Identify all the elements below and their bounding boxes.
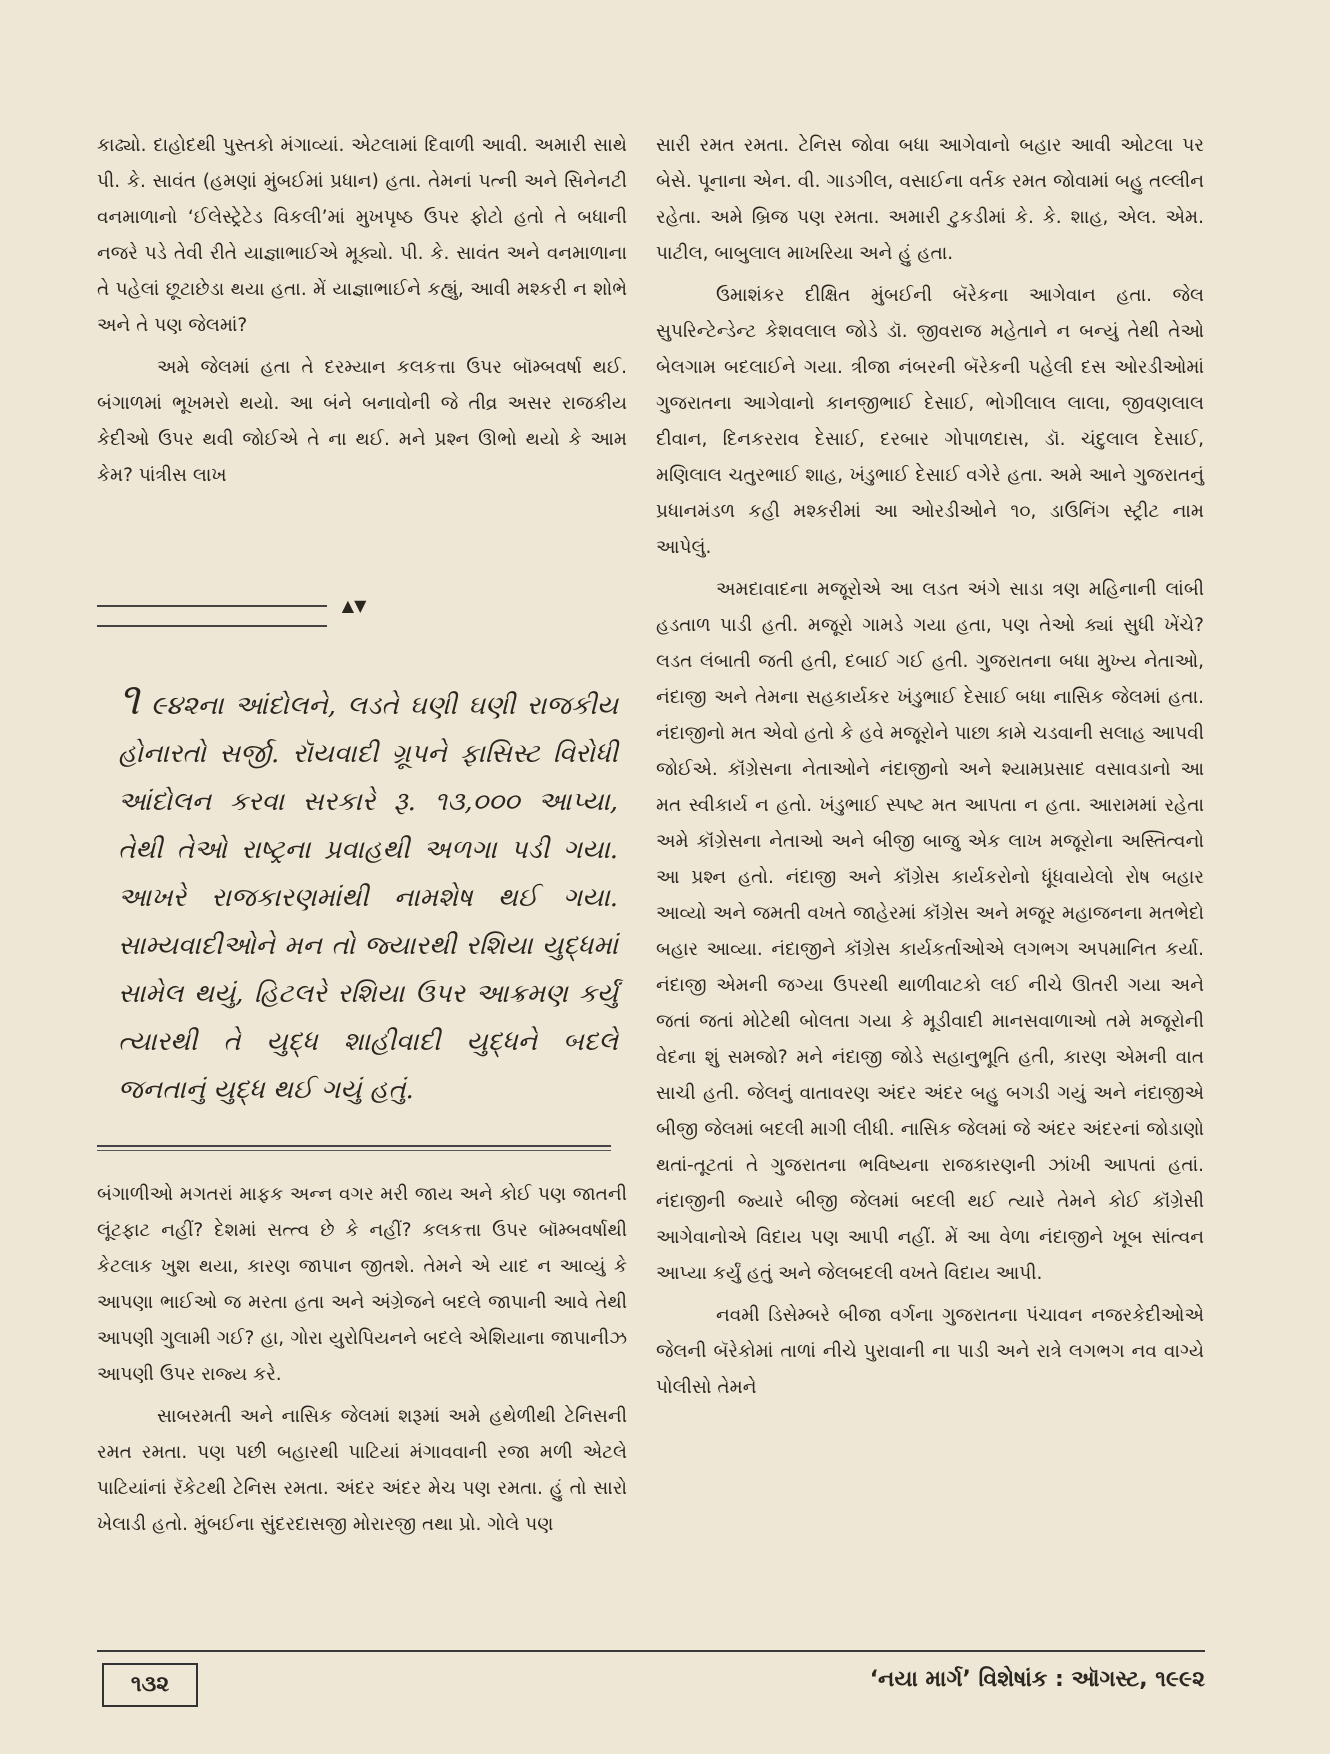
paragraph: કાઢ્યો. દાહોદથી પુસ્તકો મંગાવ્યાં. એટલામાં દિવાળી આવી. અમારી સાથે પી. કે. સાવંત (હમણાં મુંબઈમાં પ્રધાન) હતા. તેમનાં પત્ની અને સિનેનટી વનમાળાનો ‘ઈલેસ્ટ્રેટેડ વિકલી’માં મુખપૃષ્ઠ ઉપર ફોટો હતો તે બધાની નજરે પડે તેવી રીતે યાજ્ઞાભાઈએ મૂક્યો. પી. કે. સાવંત અને વનમાળાના તે પહેલાં છૂટાછેડા થયા હતા. મેં યાજ્ઞાભાઈને કહ્યું, આવી મશ્કરી ન શોભે અને તે પણ જેલમાં? bbox=[97, 135, 627, 336]
divider-bottom bbox=[97, 1142, 611, 1154]
divider-marks: ▲▼ bbox=[341, 596, 367, 615]
publication-title: ‘નયા માર્ગ’ વિશેષાંક : ઑગસ્ટ, ૧૯૯૨ bbox=[869, 1667, 1205, 1692]
left-column-top bbox=[97, 128, 627, 494]
page-number: ૧૩૨ bbox=[102, 1663, 198, 1707]
divider-rule bbox=[97, 1145, 611, 1147]
right-column bbox=[656, 128, 1204, 1406]
paragraph: અમદાવાદના મજૂરોએ આ લડત અંગે સાડા ત્રણ મહિનાની લાંબી હડતાળ પાડી હતી. મજૂરો ગામડે ગયા હતા, પણ તેઓ ક્યાં સુધી ખેંચે? લડત લંબાતી જતી હતી, દબાઈ ગઈ હતી. ગુજરાતના બધા મુખ્ય નેતાઓ, નંદાજી અને તેમના સહકાર્યકર ખંડુભાઈ દેસાઈ બધા નાસિક જેલમાં હતા. નંદાજીનો મત એવો હતો કે હવે મજૂરોને પાછા કામે ચડવાની સલાહ આપવી જોઈએ. કૉંગ્રેસના નેતાઓને નંદાજીનો અને શ્યામપ્રસાદ વસાવડાનો આ મત સ્વીકાર્ય ન હતો. ખંડુભાઈ સ્પષ્ટ મત આપતા ન હતા. આરામમાં રહેતા અમે કૉંગ્રેસના નેતાઓ અને બીજી બાજુ એક લાખ મજૂરોના અસ્તિત્વનો આ પ્રશ્ન હતો. નંદાજી અને કૉંગ્રેસ કાર્યકરોનો ધૂંધવાયેલો રોષ બહાર આવ્યો અને જમતી વખતે જાહેરમાં કૉંગ્રેસ અને મજૂર મહાજનના મતભેદો બહાર આવ્યા. નંદાજીને કૉંગ્રેસ કાર્યકર્તાઓએ લગભગ અપમાનિત કર્યા. નંદાજી એમની જગ્યા ઉપરથી થાળીવાટકો લઈ નીચે ઊતરી ગયા અને જતાં જતાં મોટેથી બોલતા ગયા કે મૂડીવાદી માનસવાળાઓ તમે મજૂરોની વેદના શું સમજો? મને નંદાજી જોડે સહાનુભૂતિ હતી, કારણ એમની વાત સાચી હતી. જેલનું વાતાવરણ અંદર અંદર બહુ બગડી ગયું અને નંદાજીએ બીજી જેલમાં બદલી માગી લીધી. નાસિક જેલમાં જે અંદર અંદરનાં જોડાણો થતાં-તૂટતાં તે ગુજરાતના ભવિષ્યના રાજકારણની ઝાંખી આપતાં હતાં. નંદાજીની જ્યારે બીજી જેલમાં બદલી થઈ ત્યારે તેમને કોઈ કૉંગ્રેસી આગેવાનોએ વિદાય પણ આપી નહીં. મેં આ વેળા નંદાજીને ખૂબ સાંત્વન આપ્યા કર્યું હતું અને જેલબદલી વખતે વિદાય આપી. bbox=[656, 579, 1204, 1284]
divider-rule bbox=[97, 605, 327, 607]
pull-quote-text: ૯૪૨ના આંદોલને, લડતે ઘણી ઘણી રાજકીય હોનારતો સર્જી. રૉયવાદી ગ્રૂપને ફાસિસ્ટ વિરોધી આંદોલન કરવા સરકારે રૂ. ૧૩,૦૦૦ આપ્યા, તેથી તેઓ રાષ્ટ્રના પ્રવાહથી અળગા પડી ગયા. આખરે રાજકારણમાંથી નામશેષ થઈ ગયા. સામ્યવાદીઓને મન તો જ્યારથી રશિયા યુદ્ધમાં સામેલ થયું, હિટલરે રશિયા ઉપર આક્રમણ કર્યું ત્યારથી તે યુદ્ધ શાહીવાદી યુદ્ધને બદલે જનતાનું યુદ્ધ થઈ ગયું હતું. bbox=[118, 691, 618, 1105]
pull-quote bbox=[118, 676, 618, 1114]
pull-quote-lead: ૧ bbox=[118, 674, 140, 725]
divider-rule bbox=[97, 625, 327, 627]
paragraph: સારી રમત રમતા. ટેનિસ જોવા બધા આગેવાનો બહાર આવી ઓટલા પર બેસે. પૂનાના એન. વી. ગાડગીલ, વસાઈના વર્તક રમત જોવામાં બહુ તલ્લીન રહેતા. અમે બ્રિજ પણ રમતા. અમારી ટુકડીમાં કે. કે. શાહ, એલ. એમ. પાટીલ, બાબુલાલ માખરિયા અને હું હતા. bbox=[656, 135, 1204, 264]
divider-top bbox=[97, 595, 611, 634]
paragraph: અમે જેલમાં હતા તે દરમ્યાન કલકત્તા ઉપર બૉમ્બવર્ષા થઈ. બંગાળમાં ભૂખમરો થયો. આ બંને બનાવોની જે તીવ્ર અસર રાજકીય કેદીઓ ઉપર થવી જોઈએ તે ના થઈ. મને પ્રશ્ન ઊભો થયો કે આમ કેમ? પાંત્રીસ લાખ bbox=[97, 357, 627, 486]
paragraph: ઉમાશંકર દીક્ષિત મુંબઈની બૅરેકના આગેવાન હતા. જેલ સુપરિન્ટેન્ડેન્ટ કેશવલાલ જોડે ડૉ. જીવરાજ મહેતાને ન બન્યું તેથી તેઓ બેલગામ બદલાઈને ગયા. ત્રીજા નંબરની બૅરેકની પહેલી દસ ઓરડીઓમાં ગુજરાતના આગેવાનો કાનજીભાઈ દેસાઈ, ભોગીલાલ લાલા, જીવણલાલ દીવાન, દિનકરરાવ દેસાઈ, દરબાર ગોપાળદાસ, ડૉ. ચંદુલાલ દેસાઈ, મણિલાલ ચતુરભાઈ શાહ, ખંડુભાઈ દેસાઈ વગેરે હતા. અમે આને ગુજરાતનું પ્રધાનમંડળ કહી મશ્કરીમાં આ ઓરડીઓને ૧૦, ડાઉનિંગ સ્ટ્રીટ નામ આપેલું. bbox=[656, 285, 1204, 558]
paragraph: સાબરમતી અને નાસિક જેલમાં શરૂમાં અમે હથેળીથી ટેનિસની રમત રમતા. પણ પછી બહારથી પાટિયાં મંગાવવાની રજા મળી એટલે પાટિયાંનાં રૅકેટથી ટેનિસ રમતા. અંદર અંદર મેચ પણ રમતા. હું તો સારો ખેલાડી હતો. મુંબઈના સુંદરદાસજી મોરારજી તથા પ્રો. ગોલે પણ bbox=[97, 1406, 627, 1535]
paragraph: બંગાળીઓ મગતરાં માફક અન્ન વગર મરી જાય અને કોઈ પણ જાતની લૂંટફાટ નહીં? દેશમાં સત્ત્વ છે કે નહીં? કલકત્તા ઉપર બૉમ્બવર્ષાથી કેટલાક ખુશ થયા, કારણ જાપાન જીતશે. તેમને એ યાદ ન આવ્યું કે આપણા ભાઈઓ જ મરતા હતા અને અંગ્રેજને બદલે જાપાની આવે તેથી આપણી ગુલામી ગઈ? હા, ગોરા યુરોપિયનને બદલે એશિયાના જાપાનીઝ આપણી ઉપર રાજ્ય કરે. bbox=[97, 1184, 627, 1385]
footer-rule bbox=[97, 1650, 1205, 1652]
divider-rule bbox=[97, 1150, 611, 1151]
paragraph: નવમી ડિસેમ્બરે બીજા વર્ગના ગુજરાતના પંચાવન નજરકેદીઓએ જેલની બૅરેકોમાં તાળાં નીચે પુરાવાની ના પાડી અને રાત્રે લગભગ નવ વાગ્યે પોલીસો તેમને bbox=[656, 1305, 1204, 1398]
left-column-bottom bbox=[97, 1177, 627, 1543]
